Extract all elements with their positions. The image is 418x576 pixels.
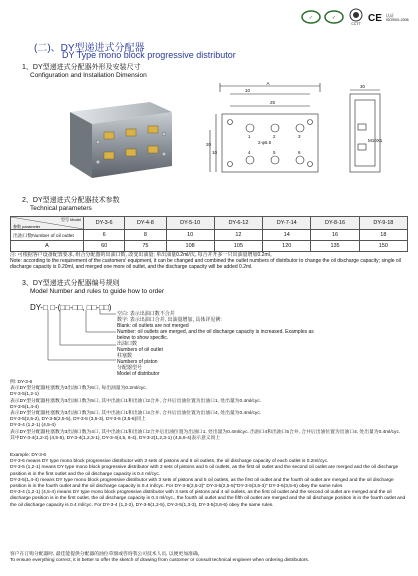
port-number-2: 2 xyxy=(273,134,276,139)
table-cell: 120 xyxy=(263,241,311,252)
table-row xyxy=(11,230,408,241)
column-header: DY-3-6 xyxy=(84,217,125,230)
table-cell: 12 xyxy=(214,230,262,241)
table-cell: 16 xyxy=(311,230,359,241)
iso-label: 认证 xyxy=(386,12,394,18)
cert-icon-3 xyxy=(348,8,364,22)
cert-logo-2 xyxy=(323,6,345,28)
page-title-en: DY Type mono block progressive distributor xyxy=(62,50,236,60)
example-cn-line: 表示DY型分配器柱塞数为3出油口数为6口, 每出油量为0.2ml/cyc. xyxy=(10,386,147,392)
column-header: DY-5-10 xyxy=(166,217,214,230)
example-cn-line: 其中DY-3-4(1,2-2) (4,5-5), DY-3-4(1,2,3-1), DY-3-4(4,5, 6-4), DY-3-2(1,2,3-1) (4,5,6-4)表示意义同上 xyxy=(10,435,221,441)
dim-label-25: 25 xyxy=(270,100,276,105)
svg-text:CE: CE xyxy=(368,13,382,23)
page-title-cn: (二)、DY型递进式分配器 xyxy=(34,43,145,54)
column-header: DY-8-16 xyxy=(311,217,359,230)
dim-label-10-side: 10 xyxy=(212,150,218,155)
example-en-line: DY-3-4 (1,2-1) (4,5-4) means DY type mono block progressive distributor with 3 sets of pistons and 4 oil outlets, as the first oil outlet and the second oil outlet are merged and the oil discharge position is in the first outlet, the oil discharge capacity is 0.4 ml/cyc., the fourth oil outlet and the fifth oil outlet are merged and the oil discharge position is in the fourth outlet and the oil discharge capacity is 0.4 ml/cyc. For DY-3-4 (1,2-2), DY-3-5(1,2-5), DY-3-5(1,3-3), DY-3-5(3,6-6) obey the same rules. xyxy=(10,490,406,508)
table-cell: 6 xyxy=(84,230,125,241)
order-code-leaders xyxy=(38,310,118,368)
port-number-5: 5 xyxy=(273,150,276,155)
table-cell: 18 xyxy=(359,230,407,241)
example-cn-line: DY-3-4 (1,2-1) (4,5-4) xyxy=(10,423,56,429)
order-code-box: □ xyxy=(43,303,48,312)
iso-caption: ISO9001:2008 xyxy=(386,17,409,22)
example-en-line: DY-3-6 means DY type mono block progressive distributor with 3 sets of pistons and 6 oil outlets, the oil discharge capacity of each outlet is 0.2ml/cyc. xyxy=(10,459,329,465)
legend-blank-cn: 空白: 表示出油口数不合并 xyxy=(117,311,175,317)
order-code-prefix: DY- xyxy=(30,303,44,312)
dimension-drawing xyxy=(200,80,410,190)
example-cn-line: 表示DY型分配器柱塞数为3出油口数为5口, 其中出油口1和出油口4合并, 合并后出油位置为出油口4, 处出量为0.4ml/cyc. xyxy=(10,411,262,417)
legend-pistons-en: Numbers of piston xyxy=(117,359,158,365)
port-number-6: 6 xyxy=(298,150,301,155)
section3-title-cn: 3、DY型递进式分配器编号规则 xyxy=(22,280,120,287)
legend-outlets-cn: 出油口数 xyxy=(117,341,138,347)
note-en: Note: according to the requirement of the customers' equipment, it can be changed and combined the outlet numbers of distributor to change the oil discharge capacity; single oil discharge capacity is 0.20ml, and merged one more oil outlet, and the discharge capacity will be added 0.2ml. xyxy=(10,258,401,270)
spec-note xyxy=(10,252,408,270)
column-header: DY-6-12 xyxy=(214,217,262,230)
example-en-line: DY-3-5(1,4-4) means DY type mono block progressive distributor with 3 sets of pistons and 5 oil outlets, as the first oil outlet and the fourth oil outlet are merged and the oil discharge position is in the fourth outlet and the oil discharge capacity is 0.4 ml/cyc. For DY-3-5(2,5-2)" DY-3-5(2,5-5)"DY-3-5(3,5-3)" DY-3-5(3,5-6) obey the same rules xyxy=(10,477,394,490)
dim-label-bolt: 2-φ6.5 xyxy=(258,140,272,145)
legend-outlets-en: Numbers of oil outlet xyxy=(117,347,163,353)
order-code-box: □ xyxy=(50,303,55,312)
cert-logo-1 xyxy=(300,6,322,28)
example-cn-line: 表示DY型分配器柱塞数为3出油口数为4口, 其中出油口1和出油口2合并后出油位置为出油口1, 处出量为0.4ml/cyc. 出油口4和出油口5合并, 合并后出油位置为出油口4, 处出量为0.4ml/cyc. xyxy=(10,429,401,435)
iso-badge xyxy=(386,6,416,28)
column-header: DY-4-8 xyxy=(125,217,166,230)
port-number-1: 1 xyxy=(248,134,251,139)
example-cn-line: DY-3-5(1,2-1) xyxy=(10,392,39,398)
table-cell: 108 xyxy=(166,241,214,252)
svg-text:✓: ✓ xyxy=(331,15,337,21)
dim-label-thread: M10X1 xyxy=(368,138,383,143)
table-corner-cell xyxy=(11,217,84,230)
ce-mark xyxy=(367,6,385,28)
legend-number-en: Number: oil outlets are merged, and the oil discharge capacity is increased. Examples as xyxy=(117,329,314,335)
footer-cn: 客户在订购分配器时, 最佳能提供分配器的油位草图或咨询我公司技术人员, 以便更加准确。 xyxy=(10,552,203,557)
table-cell: 8 xyxy=(125,230,166,241)
section3-title-en: Model Number and rules to guide how to order xyxy=(30,288,165,295)
section2-title-cn: 2、DY型递进式分配器技术参数 xyxy=(22,197,120,204)
cert-caption-3: CCTT xyxy=(351,22,361,26)
note-cn: 注: 可根据客户设备配置要求, 组合分配器的出油口数, 改变出油量; 单出油量0.2ml/次, 每合并开多一只出油量增加0.2ml。 xyxy=(10,252,275,258)
legend-pistons-cn: 柱塞数 xyxy=(117,353,133,359)
dim-label-a: A xyxy=(266,81,270,86)
order-code-suffix: -(□□-□□, □□-□□) xyxy=(54,303,112,312)
dim-label-20: 20 xyxy=(206,142,212,147)
corner-bottom-en: parameter xyxy=(22,224,41,229)
example-cn-line: DY-3-5(2,5-2), DY-3-5(2,5-5), DY-3-5 (3,5-3), DY-3-6 (3,5-6)同上 xyxy=(10,417,146,423)
corner-top-cn: 型号 xyxy=(60,217,69,222)
legend-number-en-2: below to show specific. xyxy=(117,335,169,341)
table-cell: 150 xyxy=(359,241,407,252)
section1-title-cn: 1、DY型递进式分配器外形及安装尺寸 xyxy=(22,64,141,71)
svg-text:✓: ✓ xyxy=(308,15,314,21)
table-cell: 14 xyxy=(263,230,311,241)
corner-bottom-cn: 参数 xyxy=(13,224,21,229)
distributor-photo xyxy=(60,90,180,185)
row-label: A xyxy=(11,241,84,252)
cert-icon-1 xyxy=(301,9,321,25)
cert-icon-2 xyxy=(324,9,344,25)
spec-table xyxy=(10,216,408,252)
port-number-4: 4 xyxy=(248,150,251,155)
section1-title-en: Configuration and Installation Dimension xyxy=(30,72,147,79)
dim-label-30: 30 xyxy=(360,84,366,89)
cert-logo-3 xyxy=(346,6,366,28)
legend-model-cn: 分配器型号 xyxy=(117,365,143,371)
footer-en: To ensure everything correct, it is better to offer the sketch of drawing from customer or consult technical engineer when ordering distributors. xyxy=(10,558,310,564)
table-cell: 135 xyxy=(311,241,359,252)
corner-top-en: Model xyxy=(70,217,81,222)
footer-note xyxy=(10,552,408,564)
column-header: DY-7-14 xyxy=(263,217,311,230)
ce-mark-icon xyxy=(368,11,384,23)
table-cell: 60 xyxy=(84,241,125,252)
examples-cn xyxy=(10,380,408,442)
table-row xyxy=(11,241,408,252)
dim-label-10-top: 10 xyxy=(245,88,251,93)
example-cn-line: 例: DY-3-6 xyxy=(10,380,33,385)
example-cn-line: 表示DY型分配器柱塞数为3出油口数为5口, 其中出油口1和出油口2合并, 合并后出油位置为出油口1, 处出量为0.4ml/cyc. xyxy=(10,398,262,404)
legend-blank-en: Blank: oil outlets are not merged xyxy=(117,323,189,329)
examples-en xyxy=(10,453,408,509)
table-cell: 75 xyxy=(125,241,166,252)
table-cell: 10 xyxy=(166,230,214,241)
port-number-3: 3 xyxy=(298,134,301,139)
row-label: 出油口数Number of oil outlet xyxy=(11,230,84,241)
legend-model-en: Model of distributor xyxy=(117,371,160,377)
section2-title-en: Technical parameters xyxy=(30,205,92,212)
table-cell: 105 xyxy=(214,241,262,252)
legend-number-cn: 数字: 表示出油口合并, 出油量增加, 具体详见例: xyxy=(117,317,222,323)
table-header-row xyxy=(11,217,408,230)
example-en-line: Example: DY-3-6 xyxy=(10,453,47,458)
example-en-line: DY-3-5 (1,2-1) means DY type mono block progressive distributor with 3 sets of pistons and 5 oil outlets, as the first oil outlet and the second oil outlet are merged and the oil discharge position is in the first outlet and the oil discharge capacity is 0.4 ml/cyc. xyxy=(10,465,399,477)
example-cn-line: DY-3-5(1,4-4) xyxy=(10,404,39,410)
column-header: DY-9-18 xyxy=(359,217,407,230)
